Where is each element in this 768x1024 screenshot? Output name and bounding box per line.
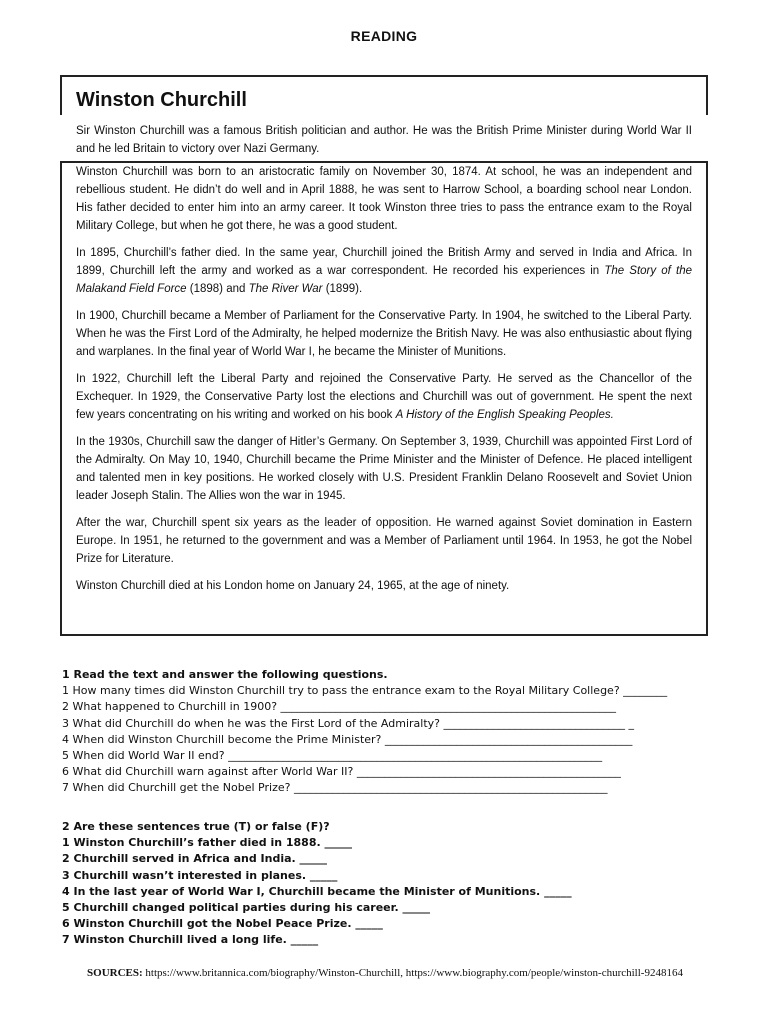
paragraph-parliament: In 1900, Churchill became a Member of Parliament for the Conservative Party. In 1904, he switched to the Liberal Party. When he was the First Lord of the Admiralty, he helped modernize the British Navy. He was also enthusiastic about flying and warplanes. In the final year of World War I, he became the Minister of Munitions. bbox=[76, 310, 692, 358]
question-item: 5 When did World War II end? ____________________________________________________________________ bbox=[62, 749, 603, 763]
paragraph-exchequer bbox=[76, 370, 692, 424]
paragraph-army-text: In 1895, Churchill’s father died. In the same year, Churchill joined the British Army and served in India and Africa. In 1899, Churchill left the army and worked as a war correspondent. He recorded his experiences in bbox=[76, 247, 692, 277]
article-box bbox=[60, 75, 708, 636]
question-item: 3 What did Churchill do when he was the First Lord of the Admiralty? _________________________________ _ bbox=[62, 716, 634, 730]
book-title-river-war: The River War bbox=[248, 283, 323, 295]
page-heading: READING bbox=[350, 28, 418, 44]
box-left-notch bbox=[56, 115, 62, 161]
sources-label: SOURCES: bbox=[87, 967, 143, 979]
paragraph-exchequer-text: In 1922, Churchill left the Liberal Party and rejoined the Conservative Party. He served as the Chancellor of the Exchequer. In 1929, the Conservative Party lost the elections and Churchill was out of government. He spent the next few years concentrating on his writing and worked on his book bbox=[76, 373, 692, 421]
true-false-item: 2 Churchill served in Africa and India. _____ bbox=[62, 852, 328, 866]
paragraph-postwar: After the war, Churchill spent six years as the leader of opposition. He warned against Soviet domination in Eastern Europe. In 1951, he returned to the government and was a Member of Parliament until 1964. In 1953, he got the Nobel Prize for Literature. bbox=[76, 517, 692, 565]
article-body bbox=[76, 163, 692, 604]
question-item: 1 How many times did Winston Churchill try to pass the entrance exam to the Royal Military College? ________ bbox=[62, 684, 668, 698]
question-item: 2 What happened to Churchill in 1900? _____________________________________________________________ bbox=[62, 700, 617, 714]
article-title: Winston Churchill bbox=[76, 89, 247, 111]
true-false-item: 5 Churchill changed political parties during his career. _____ bbox=[62, 901, 430, 915]
true-false-item: 1 Winston Churchill’s father died in 1888. _____ bbox=[62, 836, 352, 850]
paragraph-army-text-2: (1898) and bbox=[186, 283, 249, 295]
true-false-section bbox=[62, 819, 722, 949]
paragraph-war: In the 1930s, Churchill saw the danger of Hitler’s Germany. On September 3, 1939, Churchill was appointed First Lord of the Admiralty. On May 10, 1940, Churchill became the Prime Minister and the Minister of Defence. He placed intelligent and talented men in key positions. He worked closely with U.S. President Franklin Delano Roosevelt and Soviet Union leader Joseph Stalin. The Allies won the war in 1945. bbox=[76, 436, 692, 502]
question-item: 4 When did Winston Churchill become the Prime Minister? _____________________________________________ bbox=[62, 732, 633, 746]
true-false-item: 7 Winston Churchill lived a long life. _____ bbox=[62, 933, 319, 947]
true-false-item: 4 In the last year of World War I, Churchill became the Minister of Munitions. _____ bbox=[62, 884, 572, 898]
sources-links: https://www.britannica.com/biography/Winston-Churchill, https://www.biography.com/people/winston-churchill-9248164 bbox=[142, 967, 683, 979]
article-intro: Sir Winston Churchill was a famous British politician and author. He was the British Prime Minister during World War II and he led Britain to victory over Nazi Germany. bbox=[76, 125, 692, 155]
book-title-history: A History of the English Speaking Peoples. bbox=[395, 409, 614, 421]
box-right-notch bbox=[706, 115, 712, 161]
true-false-heading: 2 Are these sentences true (T) or false (F)? bbox=[62, 820, 330, 833]
paragraph-death: Winston Churchill died at his London home on January 24, 1965, at the age of ninety. bbox=[76, 580, 510, 592]
paragraph-army bbox=[76, 244, 692, 298]
questions-heading: 1 Read the text and answer the following questions. bbox=[62, 668, 388, 681]
questions-section bbox=[62, 667, 722, 797]
true-false-item: 3 Churchill wasn’t interested in planes. _____ bbox=[62, 868, 338, 882]
paragraph-birth: Winston Churchill was born to an aristocratic family on November 30, 1874. At school, he was an independent and rebellious student. He didn’t do well and in April 1888, he was sent to Harrow School, a boarding school near London. His father decided to enter him into an army career. It took Winston three tries to pass the entrance exam to the Royal Military College, but when he got there, he was a good student. bbox=[76, 166, 692, 232]
question-item: 6 What did Churchill warn against after World War II? ________________________________________________ bbox=[62, 765, 621, 779]
true-false-item: 6 Winston Churchill got the Nobel Peace Prize. _____ bbox=[62, 917, 383, 931]
book-title-malakand: The Story of the Malakand Field Force bbox=[76, 265, 692, 295]
sources-footer bbox=[70, 966, 700, 980]
question-item: 7 When did Churchill get the Nobel Prize? _________________________________________________________ bbox=[62, 781, 608, 795]
paragraph-army-text-3: (1899). bbox=[322, 283, 363, 295]
